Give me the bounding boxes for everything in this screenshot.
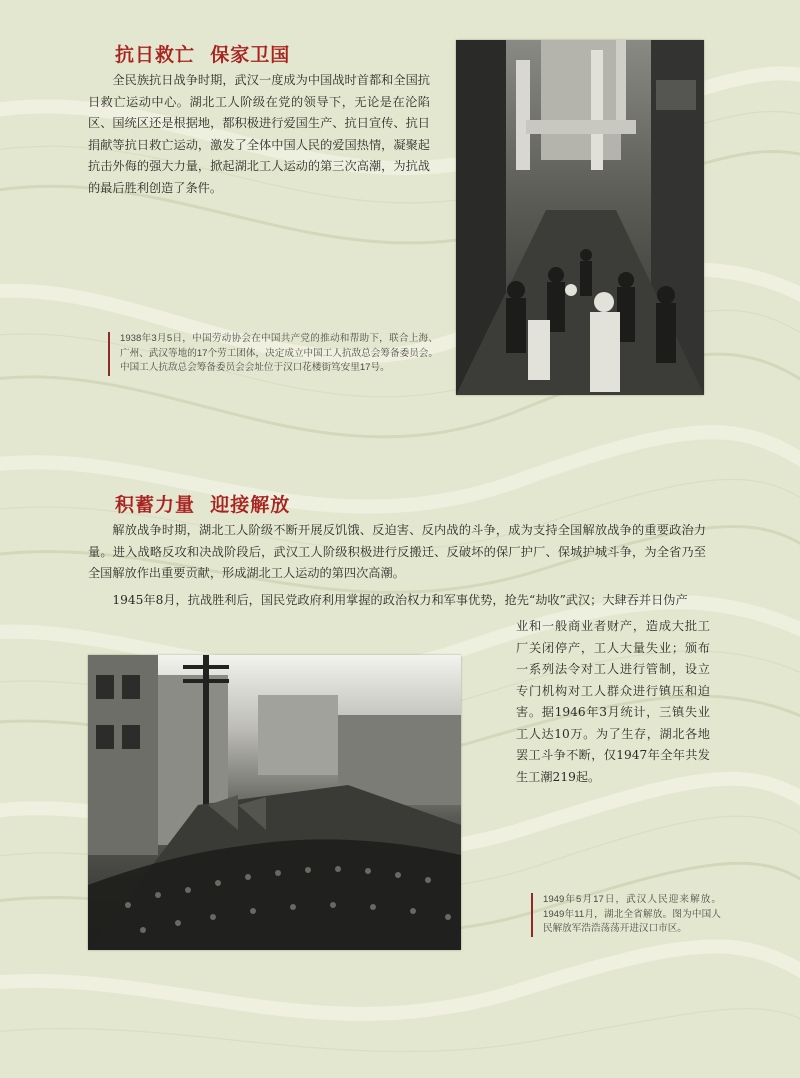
section1-caption: 1938年3月5日，中国劳动协会在中国共产党的推动和帮助下，联合上海、广州、武汉等地的17个劳工团体，决定成立中国工人抗敌总会筹备委员会。中国工人抗敌总会筹备委员会会址位于汉口花楼街笃安里17号。 (108, 332, 438, 376)
section2-paragraph2-rest: 业和一般商业者财产，造成大批工厂关闭停产，工人大量失业；颁布一系列法令对工人进行管制，设立专门机构对工人群众进行镇压和迫害。据1946年3月统计，三镇失业工人达10万。为了生存，湖北各地罢工斗争不断，仅1947年全年共发生工潮219起。 (516, 619, 710, 784)
section2-paragraph1: 解放战争时期，湖北工人阶级不断开展反饥饿、反迫害、反内战的斗争，成为支持全国解放战争的重要政治力量。进入战略反攻和决战阶段后，武汉工人阶级积极进行反搬迁、反破坏的保厂护厂、保城护城斗争，为全省乃至全国解放作出重要贡献，形成湖北工人运动的第四次高潮。 (88, 523, 706, 580)
liberation-parade-photo (88, 655, 461, 950)
section2-paragraph2-lead: 1945年8月，抗战胜利后，国民党政府利用掌握的政治权力和军事优势，抢先“劫收”武汉；大肆吞并日伪产 (112, 593, 688, 607)
section1-heading: 抗日救亡 保家卫国 (115, 44, 291, 66)
section2-caption: 1949年5月17日，武汉人民迎来解放。1949年11月，湖北全省解放。图为中国人民解放军浩浩荡荡开进汉口市区。 (531, 893, 721, 937)
section2-heading: 积蓄力量 迎接解放 (115, 494, 291, 516)
street-photo-1938 (456, 40, 704, 395)
section1-paragraph: 全民族抗日战争时期，武汉一度成为中国战时首都和全国抗日救亡运动中心。湖北工人阶级在党的领导下，无论是在沦陷区、国统区还是根据地，都积极进行爱国生产、抗日宣传、抗日捐献等抗日救亡运动，激发了全体中国人民的爱国热情，凝聚起抗击外侮的强大力量，掀起湖北工人运动的第三次高潮，为抗战的最后胜利创造了条件。 (88, 73, 430, 195)
